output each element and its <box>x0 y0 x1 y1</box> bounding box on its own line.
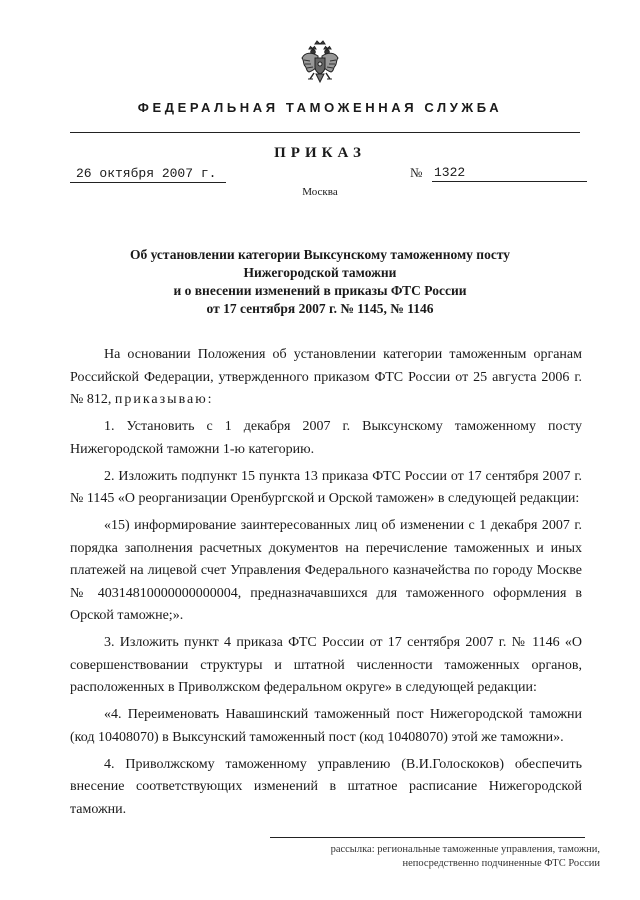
distribution-line: непосредственно подчиненные ФТС России <box>402 858 600 869</box>
order-body <box>70 344 582 826</box>
distribution-list <box>260 843 600 871</box>
title-line: Об установлении категории Выксунскому таможенному посту <box>129 247 511 262</box>
double-headed-eagle-icon <box>300 40 340 90</box>
agency-name: ФЕДЕРАЛЬНАЯ ТАМОЖЕННАЯ СЛУЖБА <box>137 100 503 115</box>
title-line: и о внесении изменений в приказы ФТС России <box>173 283 467 298</box>
order-number-value: 1322 <box>432 164 587 182</box>
order-number <box>410 164 585 183</box>
header-divider <box>70 132 580 133</box>
paragraph-2-quote: «15) информирование заинтересованных лиц об изменении с 1 декабря 2007 г. порядка заполнения расчетных документов на перечисление таможенных и иных платежей на лицевой счет Управления Федерального казначейства по городу Москве № 40314810000000000004, предназначавшихся для таможенного оформления в Орской таможне;». <box>70 518 582 623</box>
paragraph-3-quote: «4. Переименовать Навашинский таможенный пост Нижегородской таможни (код 10408070) в Выксунский таможенный пост (код 10408070) этой же таможни». <box>70 707 582 745</box>
city: Москва <box>302 186 338 198</box>
order-directive: приказываю: <box>114 392 214 407</box>
order-date: 26 октября 2007 г. <box>70 165 226 183</box>
order-number-prefix: № <box>410 165 423 180</box>
paragraph-4: 4. Приволжскому таможенному управлению (В.И.Голоскоков) обеспечить внесение соответствующих изменений в штатное расписание Нижегородской таможни. <box>70 756 582 817</box>
order-title <box>60 246 580 318</box>
footer-divider <box>270 837 585 838</box>
title-line: Нижегородской таможни <box>243 265 397 280</box>
preamble-text: На основании Положения об установлении категории таможенным органам Российской Федерации, утвержденного приказом ФТС России от 25 августа 2006 г. № 812, <box>70 347 582 407</box>
distribution-line: рассылка: региональные таможенные управления, таможни, <box>330 844 600 855</box>
paragraph-3: 3. Изложить пункт 4 приказа ФТС России от 17 сентября 2007 г. № 1146 «О совершенствовании структуры и штатной численности таможенных органов, расположенных в Приволжском федеральном округе» в следующей редакции: <box>70 635 582 695</box>
preamble-paragraph <box>70 344 582 412</box>
title-line: от 17 сентября 2007 г. № 1145, № 1146 <box>206 301 434 316</box>
document-type: ПРИКАЗ <box>274 145 366 161</box>
paragraph-2: 2. Изложить подпункт 15 пункта 13 приказа ФТС России от 17 сентября 2007 г. № 1145 «О реорганизации Оренбургской и Орской таможен» в следующей редакции: <box>70 468 582 506</box>
paragraph-1: 1. Установить с 1 декабря 2007 г. Выксунскому таможенному посту Нижегородской таможни 1-ю категорию. <box>70 419 582 457</box>
